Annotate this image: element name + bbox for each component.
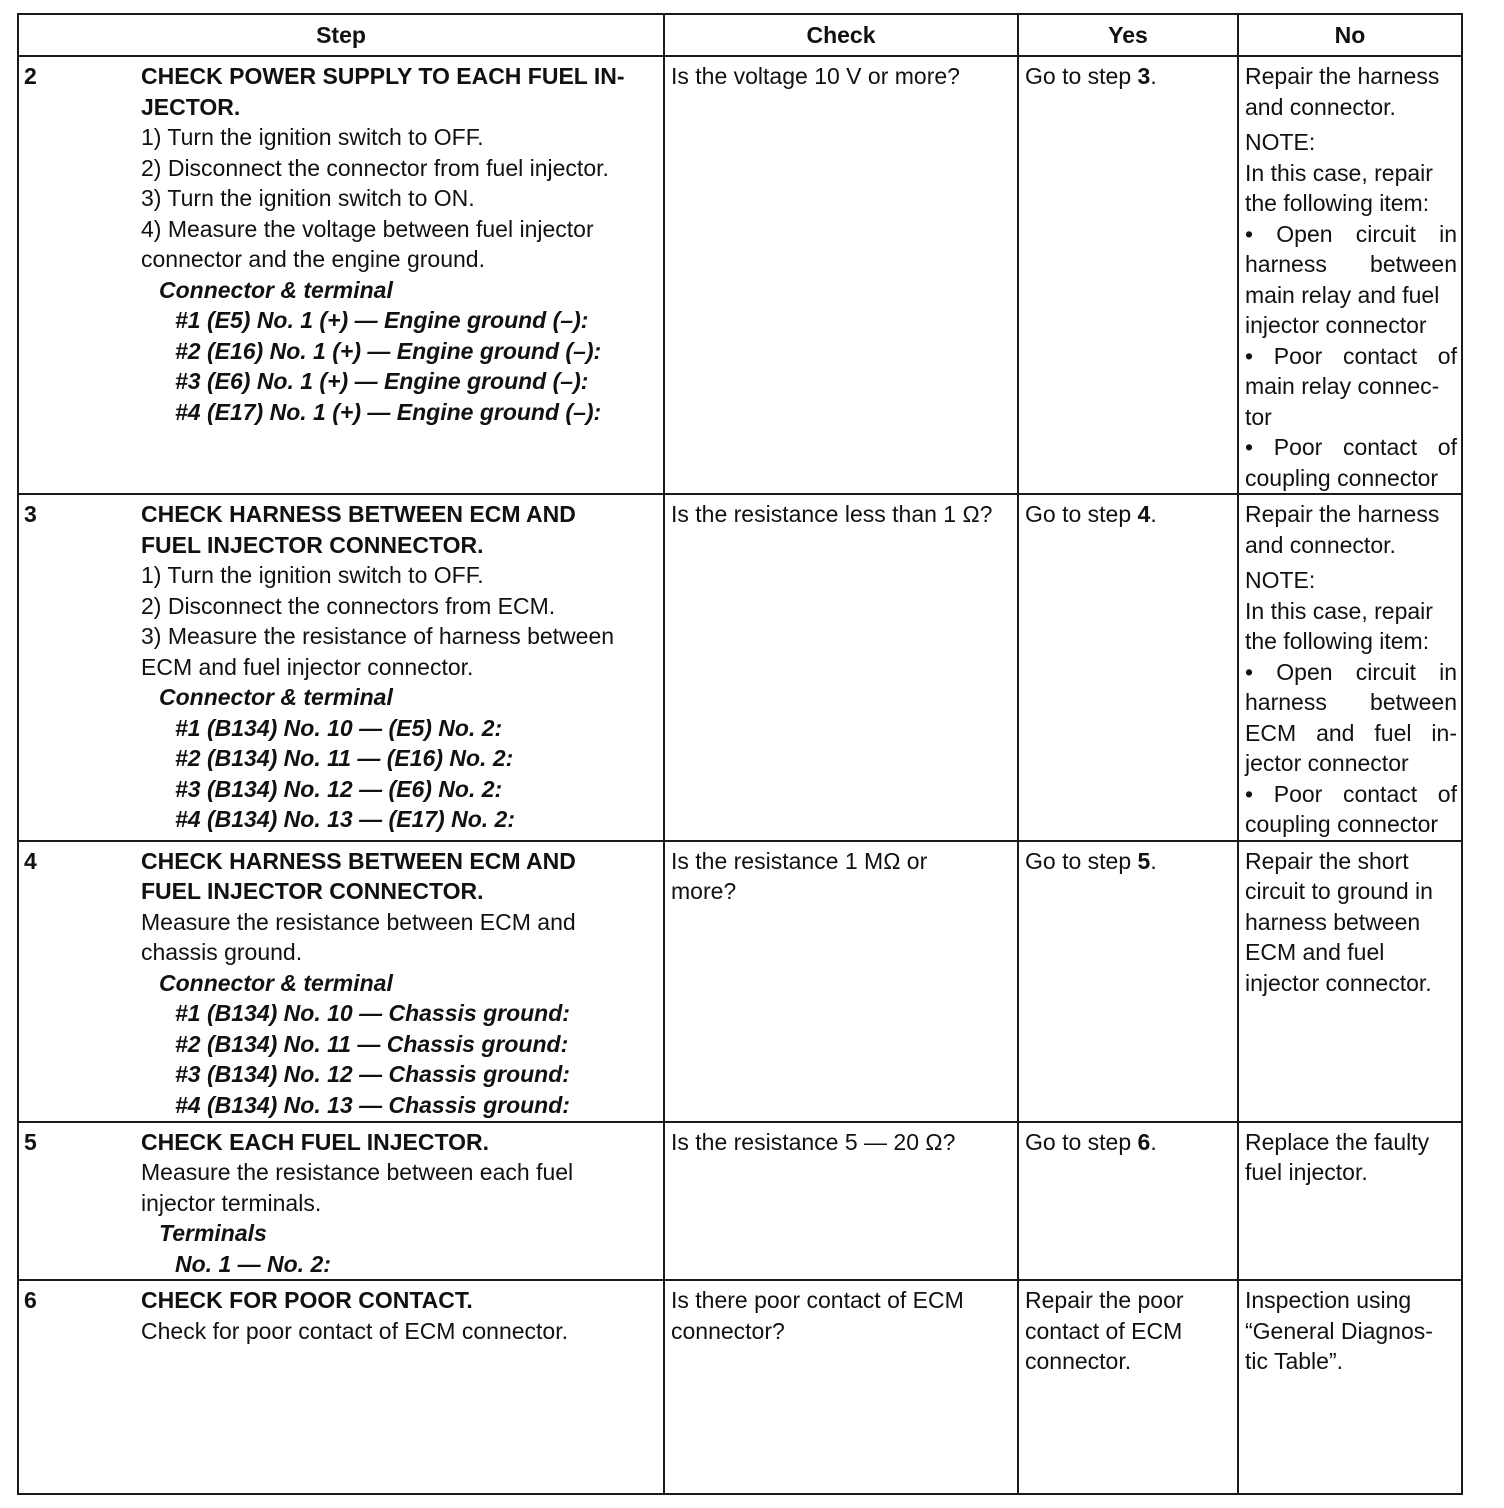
no-text: • Poor contact of (1245, 342, 1457, 369)
step-number: 4 (18, 841, 136, 1122)
no-text: coupling connector (1245, 464, 1439, 491)
yes-suffix: . (1150, 501, 1157, 527)
instruction: connector and the engine ground. (141, 246, 485, 272)
no-text: • Poor contact of (1245, 780, 1457, 807)
no-text: tic Table”. (1245, 1348, 1344, 1374)
no-text: harness between (1245, 689, 1457, 715)
no-text: coupling connector (1245, 811, 1439, 837)
no-text: and connector. (1245, 93, 1396, 120)
instruction: 2) Disconnect the connectors from ECM. (141, 592, 556, 619)
terminal-spec: #1 (B134) No. 10 — Chassis ground: (175, 1000, 570, 1026)
no-text: • Open circuit in (1245, 220, 1457, 247)
table-row (18, 1280, 1462, 1494)
instruction: ECM and fuel injector connector. (141, 653, 474, 680)
table-row (18, 56, 1462, 494)
terminal-spec: #3 (B134) No. 12 — (E6) No. 2: (175, 775, 503, 802)
no-text: Repair the short (1245, 847, 1409, 874)
step-description (136, 841, 664, 1122)
no-text: In this case, repair (1245, 597, 1433, 624)
no-text: ECM and fuel (1245, 939, 1385, 965)
header-check: Check (664, 14, 1018, 56)
instruction: 3) Measure the resistance of harness between (141, 623, 615, 649)
step-title: CHECK FOR POOR CONTACT. (141, 1287, 473, 1313)
yes-step-ref: 6 (1137, 1128, 1151, 1155)
no-cell (1238, 494, 1462, 841)
connector-heading: Connector & terminal (159, 684, 393, 710)
header-row (18, 14, 1462, 56)
no-text: the following item: (1245, 628, 1430, 654)
no-cell (1238, 1280, 1462, 1494)
no-text: injector connector. (1245, 969, 1432, 996)
yes-step-ref: 5 (1137, 847, 1151, 874)
terminal-spec: #3 (E6) No. 1 (+) — Engine ground (–): (175, 368, 589, 394)
terminal-spec: #3 (B134) No. 12 — Chassis ground: (175, 1061, 570, 1087)
no-text: • Open circuit in (1245, 658, 1457, 685)
no-text: main relay and fuel (1245, 281, 1440, 308)
connector-heading: Connector & terminal (159, 969, 393, 996)
step-title-cont: FUEL INJECTOR CONNECTOR. (141, 531, 484, 558)
yes-cell (1018, 1280, 1238, 1494)
check-cell (664, 841, 1018, 1122)
step-description (136, 1280, 664, 1494)
instruction: Check for poor contact of ECM connector. (141, 1317, 568, 1344)
instruction: 1) Turn the ignition switch to OFF. (141, 562, 484, 588)
check-text: more? (671, 878, 737, 904)
yes-prefix: Go to step (1025, 63, 1138, 89)
no-text: “General Diagnos- (1245, 1317, 1433, 1344)
no-text: circuit to ground in (1245, 878, 1433, 904)
instruction: Measure the resistance between each fuel (141, 1159, 574, 1185)
yes-prefix: Go to step (1025, 847, 1138, 874)
yes-cell (1018, 841, 1238, 1122)
check-cell (664, 1280, 1018, 1494)
table-row (18, 1122, 1462, 1281)
step-title: CHECK POWER SUPPLY TO EACH FUEL IN- (141, 63, 625, 89)
step-title: CHECK HARNESS BETWEEN ECM AND (141, 847, 576, 874)
step-number: 2 (18, 56, 136, 494)
yes-step-ref: 4 (1137, 501, 1151, 527)
yes-cell (1018, 494, 1238, 841)
note-label: NOTE: (1245, 129, 1316, 155)
step-title: CHECK EACH FUEL INJECTOR. (141, 1128, 490, 1155)
no-text: Repair the harness (1245, 63, 1440, 89)
terminal-spec: #2 (B134) No. 11 — Chassis ground: (175, 1030, 569, 1057)
no-text: fuel injector. (1245, 1159, 1368, 1185)
header-step: Step (18, 14, 664, 56)
step-title-cont: FUEL INJECTOR CONNECTOR. (141, 878, 484, 904)
terminal-spec: #4 (B134) No. 13 — Chassis ground: (175, 1091, 570, 1118)
diagnostic-table (17, 13, 1463, 1495)
yes-cell (1018, 1122, 1238, 1281)
step-title: CHECK HARNESS BETWEEN ECM AND (141, 501, 576, 527)
step-description (136, 1122, 664, 1281)
yes-suffix: . (1150, 1128, 1157, 1155)
yes-prefix: Go to step (1025, 501, 1138, 527)
check-text: Is the resistance 1 MΩ or (671, 847, 928, 874)
instruction: Measure the resistance between ECM and (141, 908, 576, 935)
instruction: 3) Turn the ignition switch to ON. (141, 185, 475, 211)
yes-suffix: . (1150, 63, 1157, 89)
connector-heading: Connector & terminal (159, 276, 393, 303)
step-number: 3 (18, 494, 136, 841)
check-text: Is there poor contact of ECM (671, 1287, 964, 1313)
no-text: Inspection using (1245, 1287, 1412, 1313)
terminals-heading: Terminals (159, 1220, 267, 1246)
check-text: connector? (671, 1317, 785, 1344)
no-text: harness between (1245, 251, 1457, 277)
header-yes: Yes (1018, 14, 1238, 56)
no-text: tor (1245, 403, 1272, 430)
instruction: 1) Turn the ignition switch to OFF. (141, 124, 484, 150)
instruction: 4) Measure the voltage between fuel injector (141, 215, 594, 242)
step-description (136, 494, 664, 841)
terminal-spec: #1 (E5) No. 1 (+) — Engine ground (–): (175, 307, 589, 333)
no-text: main relay connec- (1245, 373, 1440, 399)
yes-text: connector. (1025, 1348, 1132, 1374)
no-text: • Poor contact of (1245, 434, 1457, 460)
no-text: the following item: (1245, 190, 1430, 216)
step-number: 5 (18, 1122, 136, 1281)
no-text: ECM and fuel in- (1245, 719, 1457, 746)
yes-text: Repair the poor (1025, 1287, 1184, 1313)
step-title-cont: JECTOR. (141, 93, 241, 120)
no-cell (1238, 841, 1462, 1122)
no-text: harness between (1245, 908, 1421, 935)
yes-prefix: Go to step (1025, 1128, 1138, 1155)
yes-cell (1018, 56, 1238, 494)
no-cell (1238, 56, 1462, 494)
table-row (18, 494, 1462, 841)
terminal-spec: #2 (B134) No. 11 — (E16) No. 2: (175, 745, 514, 771)
step-number: 6 (18, 1280, 136, 1494)
no-text: In this case, repair (1245, 159, 1433, 186)
yes-step-ref: 3 (1137, 63, 1151, 89)
step-description (136, 56, 664, 494)
note-label: NOTE: (1245, 567, 1316, 593)
instruction: 2) Disconnect the connector from fuel injector. (141, 154, 609, 181)
terminal-spec: No. 1 — No. 2: (175, 1250, 331, 1277)
terminal-spec: #2 (E16) No. 1 (+) — Engine ground (–): (175, 337, 602, 364)
no-text: injector connector (1245, 312, 1427, 338)
no-text: jector connector (1245, 750, 1409, 776)
terminal-spec: #4 (B134) No. 13 — (E17) No. 2: (175, 806, 515, 832)
yes-text: contact of ECM (1025, 1317, 1183, 1344)
terminal-spec: #1 (B134) No. 10 — (E5) No. 2: (175, 714, 503, 741)
check-cell: Is the resistance less than 1 Ω? (664, 494, 1018, 841)
terminal-spec: #4 (E17) No. 1 (+) — Engine ground (–): (175, 398, 602, 425)
no-cell (1238, 1122, 1462, 1281)
no-text: and connector. (1245, 531, 1396, 558)
yes-suffix: . (1150, 847, 1157, 874)
instruction: injector terminals. (141, 1189, 322, 1216)
header-no: No (1238, 14, 1462, 56)
check-cell: Is the voltage 10 V or more? (664, 56, 1018, 494)
no-text: Replace the faulty (1245, 1128, 1430, 1155)
check-cell: Is the resistance 5 — 20 Ω? (664, 1122, 1018, 1281)
no-text: Repair the harness (1245, 501, 1440, 527)
table-row (18, 841, 1462, 1122)
instruction: chassis ground. (141, 939, 303, 965)
